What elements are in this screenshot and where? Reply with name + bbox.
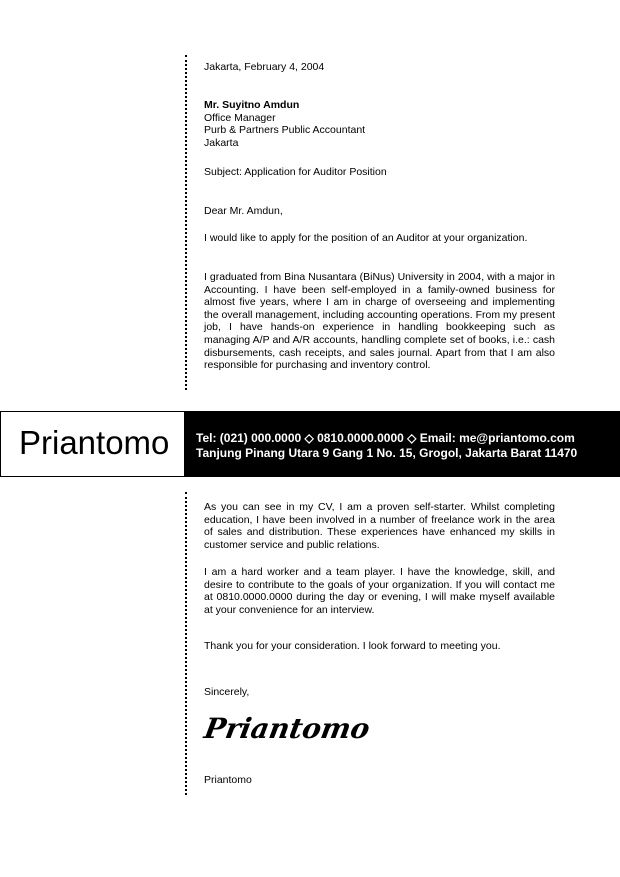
- recipient-block: [204, 99, 555, 149]
- salutation: Dear Mr. Amdun,: [204, 205, 283, 217]
- paragraph-education: [204, 271, 555, 372]
- banner-name-box: [0, 411, 185, 477]
- paragraph-3-text: As you can see in my CV, I am a proven self-starter. Whilst completing education, I have been involved in a number of freelance work in the area of sales and distribution. These experiences have enhanced my skills in customer service and public relations.: [204, 501, 555, 551]
- paragraph-thanks: [204, 640, 555, 653]
- banner-name: Priantomo: [19, 424, 170, 461]
- signature-text: Priantomo: [201, 712, 373, 745]
- paragraph-2-text: I graduated from Bina Nusantara (BiNus) University in 2004, with a major in Accounting. I have been self-employed in a family-owned business for almost five years, where I am in charge of overseeing and implementing the overall management, including accounting operations. From my present job, I have hands-on experience in handling bookkeeping such as managing A/P and A/R accounts, handling complete set of books, i.e.: cash disbursements, cash receipts, and sales journal. Apart from that I am also responsible for purchasing and inventory control.: [204, 271, 555, 372]
- signer-name: Priantomo: [204, 774, 252, 786]
- paragraph-experience: [204, 501, 555, 551]
- recipient-city: Jakarta: [204, 136, 239, 149]
- letter-date: Jakarta, February 4, 2004: [204, 61, 325, 73]
- dotted-divider-top: [185, 55, 187, 390]
- banner-address-line: Tanjung Pinang Utara 9 Gang 1 No. 15, Grogol, Jakarta Barat 11470: [196, 446, 578, 460]
- signature-image: [201, 710, 373, 746]
- paragraph-1-text: I would like to apply for the position of an Auditor at your organization.: [204, 232, 528, 244]
- recipient-name: Mr. Suyitno Amdun: [204, 99, 300, 111]
- paragraph-5-text: Thank you for your consideration. I look forward to meeting you.: [204, 640, 501, 652]
- banner-contact-box: [185, 411, 620, 477]
- paragraph-4-text: I am a hard worker and a team player. I have the knowledge, skill, and desire to contribute to the goals of your organization. If you will contact me at 0810.0000.0000 during the day or evening, I will make myself available at your convenience for an interview.: [204, 566, 555, 616]
- dotted-divider-bottom: [185, 492, 187, 795]
- recipient-company: Purb & Partners Public Accountant: [204, 124, 366, 137]
- subject-line: Subject: Application for Auditor Position: [204, 166, 387, 178]
- banner-contact-line: Tel: (021) 000.0000 ◇ 0810.0000.0000 ◇ Email: me@priantomo.com: [196, 431, 575, 445]
- closing: Sincerely,: [204, 686, 250, 698]
- recipient-title: Office Manager: [204, 111, 276, 124]
- paragraph-skills: [204, 566, 555, 616]
- paragraph-intro: [204, 232, 555, 245]
